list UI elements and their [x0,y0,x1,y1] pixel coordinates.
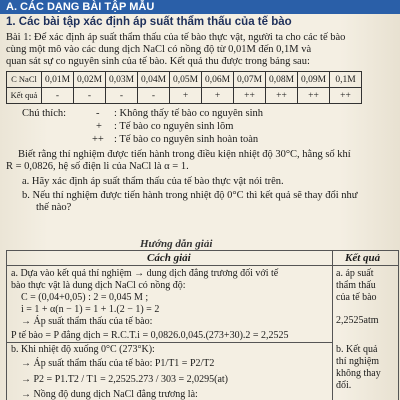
solution-line: b. Khi nhiệt độ xuống 0°C (273°K): [11,344,155,355]
table-cell: 0,08M [266,72,298,88]
result-line: a. áp suất [336,268,374,279]
header-title: A. CÁC DẠNG BÀI TẬP MẪU [6,1,155,13]
note-text: : Tế bào co nguyên sinh lõm [114,121,234,132]
table-cell: 0,07M [234,72,266,88]
solution-line: i = 1 + α(n − 1) = 1 + 1.(2 − 1) = 2 [21,304,160,315]
solution-line: → Áp suất thẩm thấu của tế bào: P1/T1 = P2/T2 [21,358,215,369]
table-row [7,72,362,88]
problem-line-1: Bài 1: Để xác định áp suất thẩm thấu của tế bào thực vật, người ta cho các tế bào [6,32,346,43]
table-cell: 0,06M [202,72,234,88]
table-cell: 0,09M [298,72,330,88]
table-cell: ++ [330,88,362,104]
solution-line: bào thực vật là dung dịch NaCl có nồng độ: [11,280,186,291]
column-divider [332,251,333,400]
table-cell: ++ [266,88,298,104]
question-a: a. Hãy xác định áp suất thẩm thấu của tế bào thực vật nói trên. [22,176,284,187]
table-cell: - [138,88,170,104]
condition-line-2: R = 0,0826, hệ số điện li của NaCl là α = 1. [6,161,189,172]
question-b: b. Nếu thí nghiệm được tiến hành trong nhiệt độ 0°C thì kết quả sẽ thay đổi như [22,190,358,201]
notes-label: Chú thích: [22,108,67,119]
note-symbol: - [96,108,100,119]
solution-line: → Nồng độ dung dịch NaCl đẳng trương là: [21,389,198,400]
results-table [6,71,362,104]
table-cell: - [74,88,106,104]
table-cell: 0,05M [170,72,202,88]
table-cell: + [170,88,202,104]
result-line: đổi. [336,380,352,391]
solution-line: C = (0,04+0,05) : 2 = 0,045 M ; [21,292,149,303]
condition-line-1: Biết rằng thí nghiệm được tiến hành trong điều kiện nhiệt độ 30°C, hằng số khí [18,149,351,160]
solution-line: P tế bào = P đẳng dịch = R.C.T.i = 0,0826.0,045.(273+30).2 = 2,2525 [11,330,289,341]
table-cell: 0,03M [106,72,138,88]
table-cell: 0,04M [138,72,170,88]
table-header-result: Kết quả [7,88,42,104]
solution-col-method: Cách giải [147,252,191,264]
section-title: 1. Các bài tập xác định áp suất thẩm thấu của tế bào [6,16,292,28]
table-cell: 0,02M [74,72,106,88]
result-line: thí nghiệm [336,356,380,367]
table-row [7,88,362,104]
result-line: thẩm thấu [336,280,376,291]
solution-line: a. Dựa vào kết quả thí nghiệm → dung dịch đẳng trương đối với tế [11,268,279,279]
problem-line-3: quan sát sự co nguyên sinh của tế bào. Kết quả thu được trong bảng sau: [6,56,310,67]
header-bar [0,0,400,14]
note-text: : Tế bào co nguyên sinh hoàn toàn [114,134,259,145]
solution-line: → P2 = P1.T2 / T1 = 2,2525.273 / 303 = 2,0295(at) [21,374,229,385]
table-cell: ++ [234,88,266,104]
result-line: b. Kết quả [336,344,378,355]
result-line: không thay [336,368,381,379]
solution-table [6,250,399,400]
row-divider [7,342,332,343]
problem-line-2: cùng một mô vào các dung dịch NaCl có nồng độ từ 0,01M đến 0,1M và [6,44,312,55]
solution-line: → Áp suất thẩm thấu của tế bào: [21,316,153,327]
table-cell: 0,01M [42,72,74,88]
solution-header-row [7,251,398,266]
solution-col-result: Kết quả [345,252,381,264]
table-cell: - [42,88,74,104]
table-cell: + [202,88,234,104]
question-b-cont: thế nào? [36,202,72,213]
solution-heading: Hướng dẫn giải [140,238,213,250]
table-cell: ++ [298,88,330,104]
note-symbol: ++ [92,134,104,145]
table-header-conc: C NaCl [7,72,42,88]
result-line: 2,2525atm [336,315,379,326]
note-text: : Không thấy tế bào co nguyên sinh [114,108,264,119]
result-line: của tế bào [336,292,377,303]
table-cell: - [106,88,138,104]
table-cell: 0,1M [330,72,362,88]
note-symbol: + [96,121,102,132]
